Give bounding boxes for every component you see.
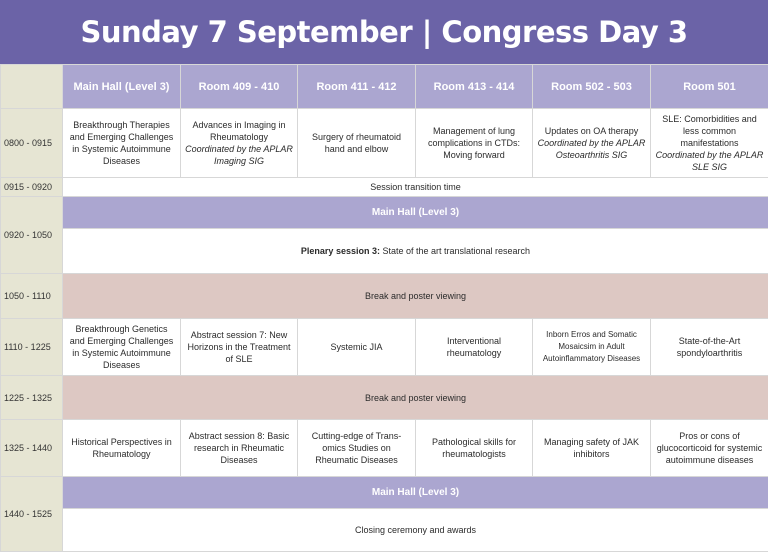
session-cell: Cutting-edge of Trans-omics Studies on Rheumatic Diseases [298, 420, 416, 477]
session-cell [63, 109, 181, 178]
table-row [1, 509, 768, 552]
plenary-label: Plenary session 3: [301, 246, 380, 256]
session-cell: Systemic JIA [298, 319, 416, 376]
session-cell: Breakthrough Genetics and Emerging Challenges in Systemic Autoimmune Diseases [63, 319, 181, 376]
time-slot: 1440 - 1525 [1, 477, 63, 552]
plenary-text: State of the art translational research [380, 246, 530, 256]
room-header: Room 411 - 412 [298, 65, 416, 109]
time-slot: 1110 - 1225 [1, 319, 63, 376]
session-title: Breakthrough Therapies and Emerging Challenges in Systemic Autoimmune Diseases [67, 119, 176, 167]
table-row [1, 109, 768, 178]
table-row [1, 229, 768, 274]
table-row [1, 420, 768, 477]
session-cell: Historical Perspectives in Rheumatology [63, 420, 181, 477]
main-hall-banner: Main Hall (Level 3) [63, 197, 768, 229]
room-header-row [1, 65, 768, 109]
table-row [1, 274, 768, 319]
table-row [1, 477, 768, 509]
room-header: Room 502 - 503 [533, 65, 651, 109]
main-hall-banner: Main Hall (Level 3) [63, 477, 768, 509]
plenary-cell [63, 229, 768, 274]
session-cell: Pathological skills for rheumatologists [416, 420, 533, 477]
table-row [1, 376, 768, 420]
room-header: Room 413 - 414 [416, 65, 533, 109]
session-title: Advances in Imaging in Rheumatology [185, 119, 293, 143]
schedule-table [0, 64, 768, 552]
transition-cell: Session transition time [63, 178, 768, 197]
session-title: Surgery of rheumatoid hand and elbow [302, 131, 411, 155]
time-slot: 0800 - 0915 [1, 109, 63, 178]
session-title: Management of lung complications in CTDs: Moving forward [420, 125, 528, 161]
table-row [1, 319, 768, 376]
session-cell [651, 109, 768, 178]
session-cell: Pros or cons of glucocorticoid for systemic autoimmune diseases [651, 420, 768, 477]
table-row [1, 197, 768, 229]
session-cell: Inborn Erros and Somatic Mosaicsim in Adult Autoinflammatory Diseases [533, 319, 651, 376]
time-slot: 0920 - 1050 [1, 197, 63, 274]
session-note: Coordinated by the APLAR Osteoarthritis SIG [537, 137, 646, 161]
session-cell: Interventional rheumatology [416, 319, 533, 376]
time-slot: 1050 - 1110 [1, 274, 63, 319]
room-header: Room 409 - 410 [181, 65, 298, 109]
room-header: Room 501 [651, 65, 768, 109]
session-cell [181, 109, 298, 178]
session-cell: Managing safety of JAK inhibitors [533, 420, 651, 477]
closing-cell: Closing ceremony and awards [63, 509, 768, 552]
session-cell [298, 109, 416, 178]
session-cell: Abstract session 8: Basic research in Rheumatic Diseases [181, 420, 298, 477]
time-slot: 1225 - 1325 [1, 376, 63, 420]
session-title: SLE: Comorbidities and less common manifestations [655, 113, 764, 149]
session-cell: State-of-the-Art spondyloarthritis [651, 319, 768, 376]
session-cell: Abstract session 7: New Horizons in the Treatment of SLE [181, 319, 298, 376]
corner-cell [1, 65, 63, 109]
break-cell: Break and poster viewing [63, 376, 768, 420]
room-header: Main Hall (Level 3) [63, 65, 181, 109]
session-title: Updates on OA therapy [537, 125, 646, 137]
time-slot: 1325 - 1440 [1, 420, 63, 477]
session-note: Coordinated by the APLAR SLE SIG [655, 149, 764, 173]
session-cell [533, 109, 651, 178]
time-slot: 0915 - 0920 [1, 178, 63, 197]
session-cell [416, 109, 533, 178]
session-note: Coordinated by the APLAR Imaging SIG [185, 143, 293, 167]
break-cell: Break and poster viewing [63, 274, 768, 319]
table-row [1, 178, 768, 197]
page-title: Sunday 7 September | Congress Day 3 [0, 0, 768, 64]
